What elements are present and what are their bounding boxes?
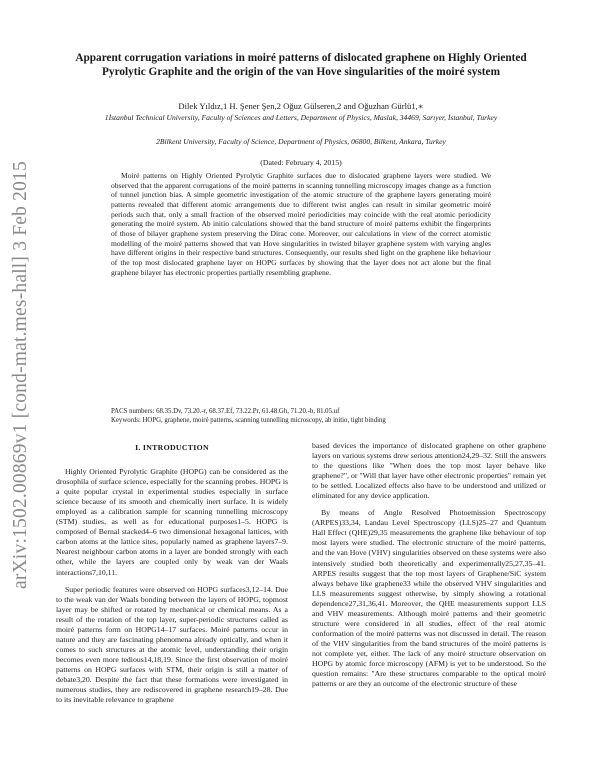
keywords: Keywords: HOPG, graphene, moiré patterns, scanning tunnelling microscopy, ab initio, tight binding bbox=[111, 417, 386, 424]
abstract: Moiré patterns on Highly Oriented Pyrolytic Graphite surfaces due to dislocated graphene layers were studied. We observed that the apparent corrugations of the moiré patterns in scanning tunnelling microscopy images change as a function of tunnel junction bias. A simple geometric investigation of the atomic structure of the graphene layers generating moiré patterns revealed that different atomic arrangements due to different twist angles can result in similar geometric moiré periods such that, only a small fraction of the observed moiré periodicities may coincide with the real atomic periodicity generating the moiré system. Ab initio calculations showed that the band structure of moiré patterns exhibit the fingerprints of those of bilayer graphene system preserving the Dirac cone. Moreover, our calculations in view of the correct atomistic modelling of the moiré patterns showed that van Hove singularities in twisted bilayer graphene system with varying angles have different origins in their respective band structures. Consequently, our results shed light on the graphene like behaviour of the top most dislocated graphene layer on HOPG surfaces by showing that the layer does not act alone but the final graphene bilayer has electronic properties partially resembling graphene. bbox=[111, 171, 491, 277]
left-column bbox=[56, 442, 288, 712]
intro-paragraph-1: Highly Oriented Pyrolytic Graphite (HOPG) can be considered as the drosophila of surface science, especially for the scanning probes. HOPG is a quite popular crystal in experimental studies especially in surface science because of its smooth and chemically inert surface. It is widely employed as a calibration sample for scanning tunnelling microscopy (STM) studies, as well as for educational purposes1–5. HOPG is composed of Bernal stacked4–6 two dimensional hexagonal lattices, with carbon atoms at the lattice sites, popularly named as graphene layers7–9. Nearest neighbour carbon atoms in a layer are bonded strongly with each other, while the layers are coupled only by weak van der Waals interactions7,10,11. bbox=[56, 467, 288, 577]
intro-paragraph-2: Super periodic features were observed on HOPG surfaces3,12–14. Due to the weak van der Waals bonding between the layers of HOPG, topmost layer may be shifted or rotated by mechanical or chemical means. As a result of the rotation of the top layer, super-periodic structures called as moiré patterns form on HOPG14–17 surfaces. Moiré patterns occur in nature and they are fascinating phenomena already optically, and when it comes to such structures at the atomic level, understanding their origin becomes even more tedious14,18,19. Since the first observation of moiré patterns on HOPG surfaces with STM, their origin is still a matter of debate3,20. Despite the fact that these formations were investigated in numerous studies, they are rediscovered in graphene research19–28. Due to its inevitable relevance to graphene bbox=[56, 584, 288, 705]
intro-paragraph-3: By means of Angle Resolved Photoemission Spectroscopy (ARPES)33,34, Landau Level Spectroscopy (LLS)25–27 and Quantum Hall Effect (QHE)29,35 measurements the graphene like behaviour of top most layers were studied. The electronic structure of the moiré patterns, and the van Hove (VHV) singularities observed on these systems were also intensively studied both theoretically and experimentally25,27,35–41. ARPES results suggest that the top most layers of Graphene/SiC system always behave like graphene33 while the observed VHV singularities and LLS measurements suggest otherwise, by simply showing a rotational dependence27,31,36,41. Moreover, the QHE measurements support LLS and VHV measurements. Although moiré patterns and their geometric structure were considered in all studies, effect of the real atomic conformation of the moiré patterns was not discussed in detail. The reason of the VHV singularities from the band structures of the moiré patterns is not complete yet, either. The lack of any moiré structure observation on HOPG by atomic force microscopy (AFM) is yet to be understood. So the question remains: "Are these structures comparable to the optical moiré patterns or are they an outcome of the electronic structure of these bbox=[312, 508, 546, 689]
paper-title: Apparent corrugation variations in moiré patterns of dislocated graphene on Highly Oriented Pyrolytic Graphite and the origin of the van Hove singularities of the moiré system bbox=[75, 52, 527, 78]
affiliation-1: 1İstanbul Technical University, Faculty of Sciences and Letters, Department of Physics, Maslak, 34469, Sarıyer, İstanbul, Turkey bbox=[104, 113, 498, 122]
affiliation-2: 2Bilkent University, Faculty of Science, Department of Physics, 06800, Bilkent, Ankara, Turkey bbox=[156, 137, 446, 146]
date-line: (Dated: February 4, 2015) bbox=[260, 158, 342, 167]
intro-paragraph-2-continued: based devices the importance of dislocated graphene on other graphene layers on various systems drew serious attention24,29–32. Still the answers to the questions like "When does the top most layer behave like graphene?", or "Will that layer have other electronic properties" remain yet to be settled. Localized effects also have to be understood and utilized or eliminated for any device application. bbox=[312, 441, 546, 501]
section-heading-introduction: I. INTRODUCTION bbox=[135, 443, 209, 452]
authors: Dilek Yıldız,1 H. Şener Şen,2 Oğuz Gülseren,2 and Oğuzhan Gürlü1,∗ bbox=[178, 101, 424, 111]
right-column bbox=[312, 441, 546, 696]
arxiv-stamp bbox=[6, 150, 36, 600]
pacs-numbers: PACS numbers: 68.35.Dv, 73.20.-r, 68.37.Ef, 73.22.Pr, 61.48.Gh, 71.20.-b, 81.05.uf bbox=[111, 408, 340, 415]
arxiv-stamp-text: arXiv:1502.00869v1 [cond-mat.mes-hall] 3 Feb 2015 bbox=[10, 161, 32, 589]
